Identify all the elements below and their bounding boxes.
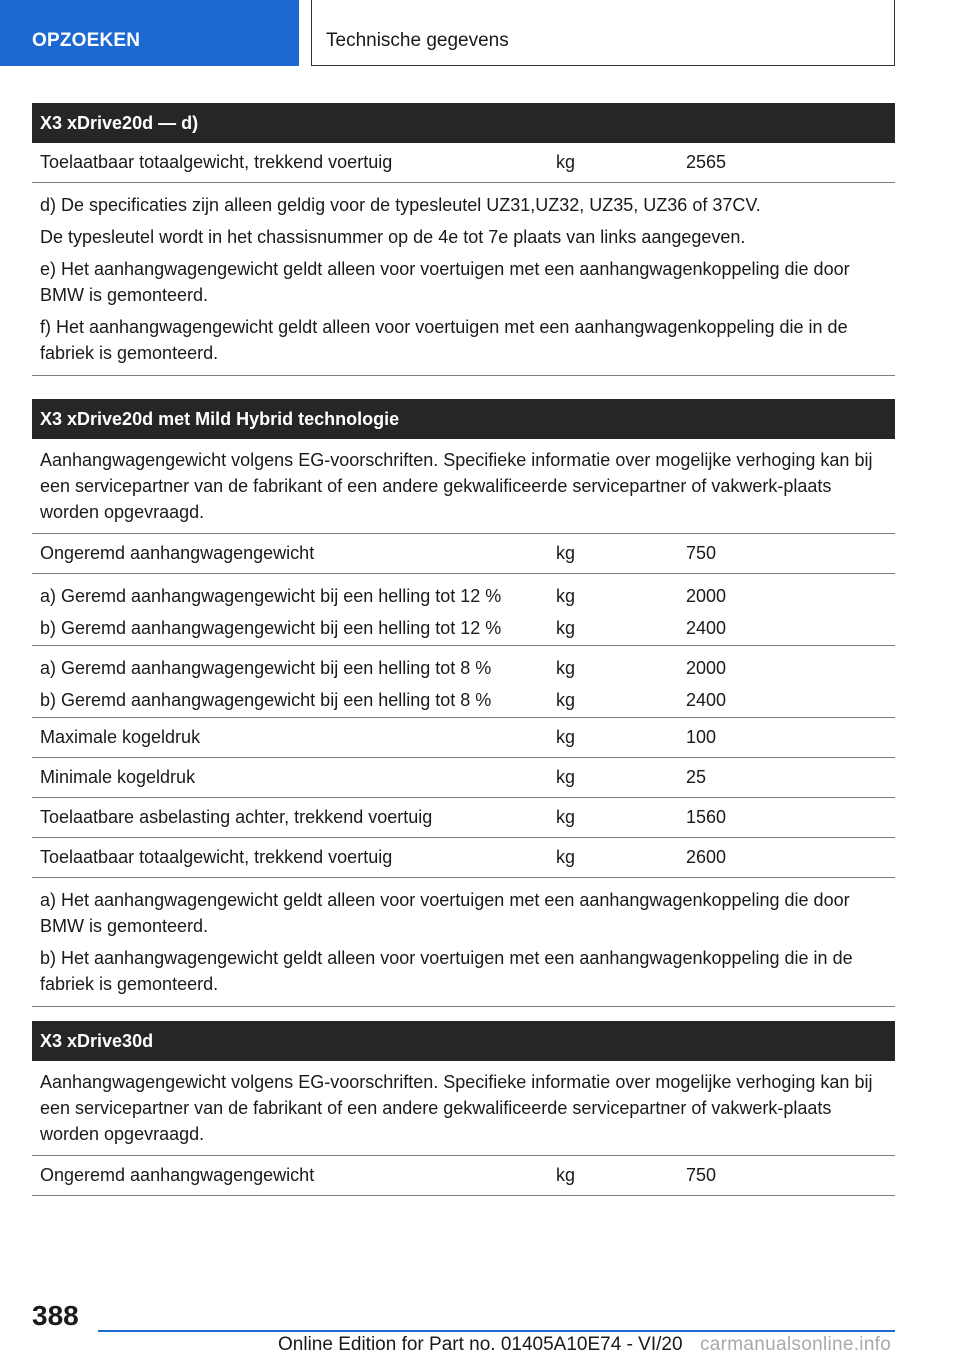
- footnote-f: f) Het aanhangwagengewicht geldt alleen voor voertuigen met een aanhangwagenkoppeling die in de fabriek is gemonteerd.: [40, 317, 848, 363]
- row-label: a) Geremd aanhangwagengewicht bij een helling tot 8 %: [40, 657, 492, 678]
- row-unit: kg: [556, 807, 576, 827]
- table-heading: X3 xDrive20d met Mild Hybrid technologie: [32, 399, 895, 439]
- info-paragraph: Aanhangwagengewicht volgens EG-voorschriften. Specifieke informatie over mogelijke verhoging kan bij een servicepartner van de fabrikant of een andere gekwalificeerde servicepartner of vakwerk-plaats worden opgevraagd.: [32, 439, 895, 534]
- row-unit: kg: [556, 847, 576, 867]
- spec-table-x3-xdrive30d: [32, 1021, 895, 1196]
- info-paragraph: Aanhangwagengewicht volgens EG-voorschriften. Specifieke informatie over mogelijke verhoging kan bij een servicepartner van de fabrikant of een andere gekwalificeerde servicepartner of vakwerk-plaats worden opgevraagd.: [32, 1061, 895, 1156]
- row-value: 750: [686, 543, 717, 563]
- row-label: Maximale kogeldruk: [40, 727, 201, 747]
- row-unit: kg: [556, 689, 576, 710]
- row-unit: kg: [556, 727, 576, 747]
- row-label: Toelaatbare asbelasting achter, trekkend voertuig: [40, 807, 433, 827]
- table-row: [32, 574, 895, 646]
- table-row: [32, 758, 895, 798]
- row-label: Minimale kogeldruk: [40, 767, 196, 787]
- row-value: 2000: [686, 657, 727, 678]
- watermark: carmanualsonline.info: [700, 1334, 892, 1355]
- row-value: 2400: [686, 689, 727, 710]
- row-unit: kg: [556, 152, 576, 172]
- page-title: Technische gegevens: [311, 0, 895, 66]
- table-row: [32, 838, 895, 878]
- row-label: Toelaatbaar totaalgewicht, trekkend voertuig: [40, 152, 393, 172]
- row-label: Ongeremd aanhangwagengewicht: [40, 1165, 315, 1185]
- edition-text: Online Edition for Part no. 01405A10E74 - VI/20: [278, 1334, 683, 1355]
- row-value: 2600: [686, 847, 727, 867]
- footnotes: [32, 183, 895, 376]
- row-value: 2400: [686, 617, 727, 638]
- table-heading: X3 xDrive30d: [32, 1021, 895, 1061]
- row-value: 2000: [686, 585, 727, 606]
- row-unit: kg: [556, 657, 576, 678]
- row-label: b) Geremd aanhangwagengewicht bij een helling tot 12 %: [40, 617, 502, 638]
- row-value: 750: [686, 1165, 717, 1185]
- spec-table-x3-xdrive20d-mild-hybrid: [32, 399, 895, 1007]
- row-unit: kg: [556, 767, 576, 787]
- footnote-a: a) Het aanhangwagengewicht geldt alleen voor voertuigen met een aanhangwagenkoppeling die door BMW is gemonteerd.: [40, 890, 850, 936]
- row-label: Ongeremd aanhangwagengewicht: [40, 543, 315, 563]
- table-row: [32, 798, 895, 838]
- page-number: 388: [32, 1300, 79, 1331]
- table-row: [32, 534, 895, 574]
- row-unit: kg: [556, 585, 576, 606]
- section-tab-opzoeken[interactable]: OPZOEKEN: [0, 0, 299, 66]
- row-value: 1560: [686, 807, 727, 827]
- table-heading: X3 xDrive20d — d): [32, 103, 895, 143]
- row-value: 100: [686, 727, 717, 747]
- footnotes: [32, 878, 895, 1007]
- row-label: a) Geremd aanhangwagengewicht bij een helling tot 12 %: [40, 585, 502, 606]
- table-row: [32, 718, 895, 758]
- footnote-d: d) De specificaties zijn alleen geldig voor de typesleutel UZ31,UZ32, UZ35, UZ36 of 37CV.: [40, 195, 761, 215]
- row-unit: kg: [556, 1165, 576, 1185]
- footnote-e: e) Het aanhangwagengewicht geldt alleen voor voertuigen met een aanhangwagenkoppeling die door BMW is gemonteerd.: [40, 259, 850, 305]
- row-unit: kg: [556, 543, 576, 563]
- row-label: Toelaatbaar totaalgewicht, trekkend voertuig: [40, 847, 393, 867]
- row-value: 2565: [686, 152, 727, 172]
- table-row: [32, 646, 895, 718]
- row-value: 25: [686, 767, 707, 787]
- spec-table-x3-xdrive20d: [32, 103, 895, 376]
- footnote-typesleutel: De typesleutel wordt in het chassisnummer op de 4e tot 7e plaats van links aangegeven.: [40, 227, 746, 247]
- footnote-b: b) Het aanhangwagengewicht geldt alleen voor voertuigen met een aanhangwagenkoppeling die in de fabriek is gemonteerd.: [40, 948, 853, 994]
- row-unit: kg: [556, 617, 576, 638]
- table-row: [32, 143, 895, 183]
- footer-divider: [98, 1330, 895, 1332]
- table-row: [32, 1156, 895, 1196]
- row-label: b) Geremd aanhangwagengewicht bij een helling tot 8 %: [40, 689, 492, 710]
